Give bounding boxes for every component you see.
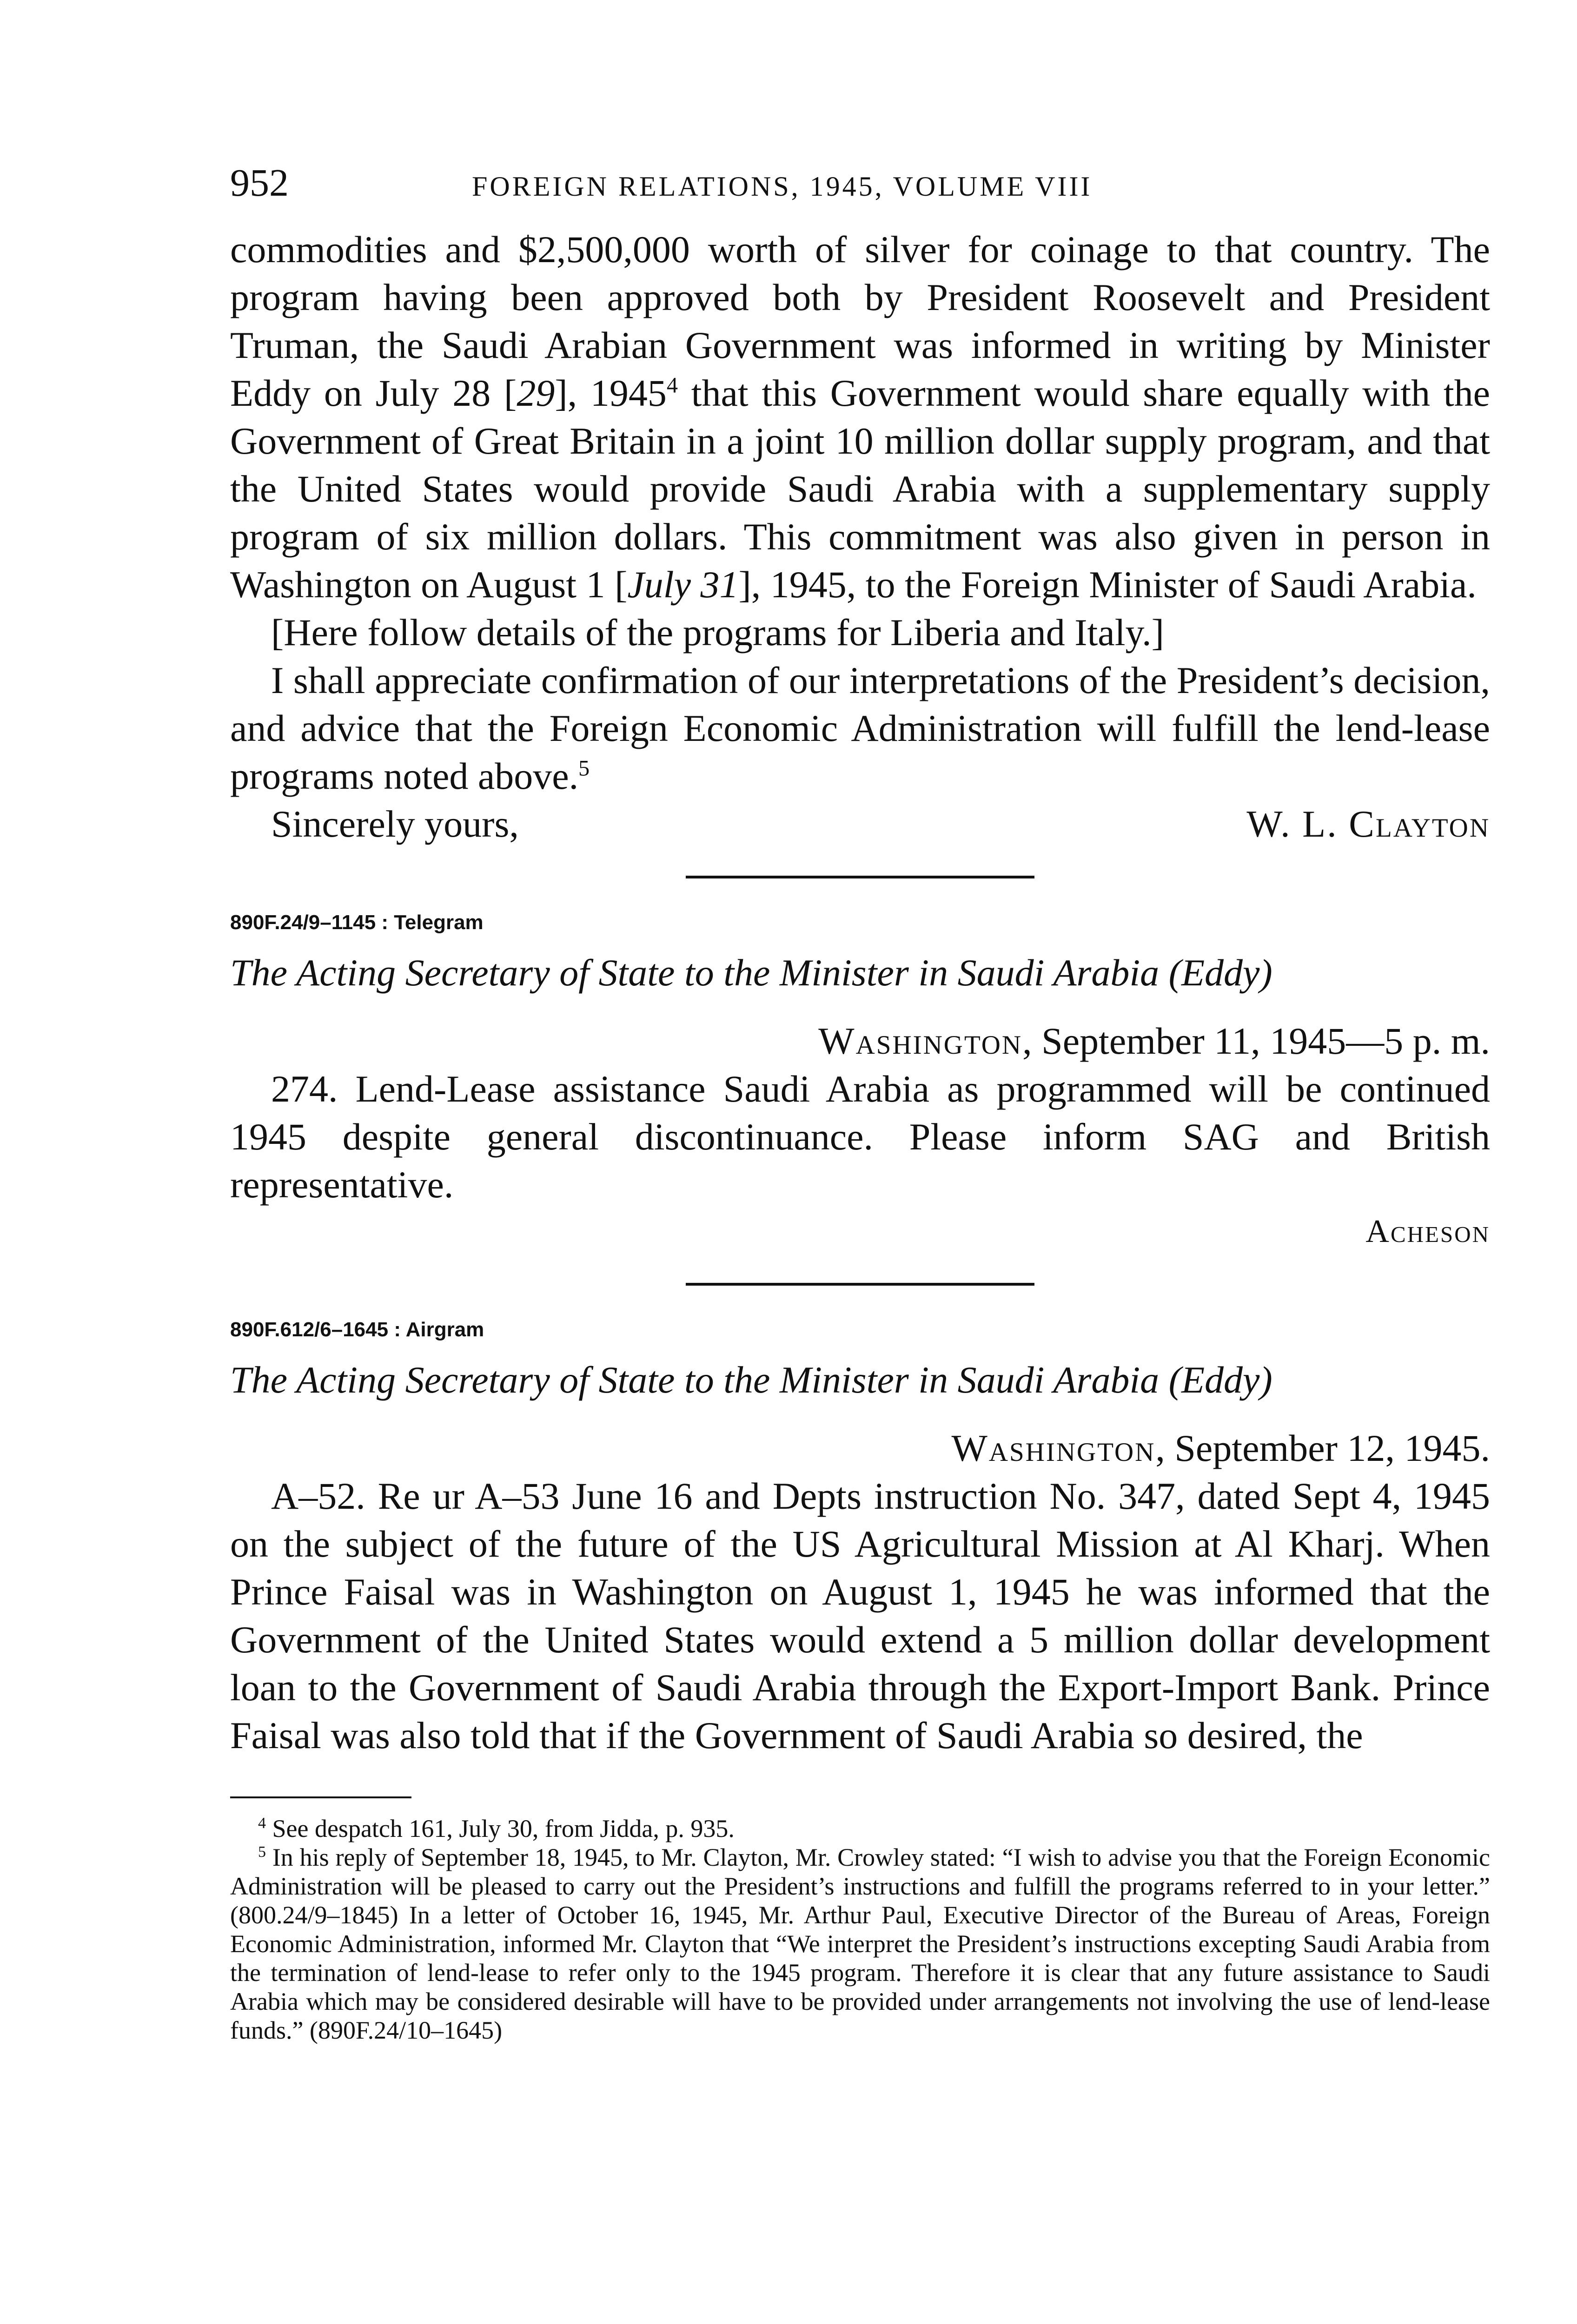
footnote-4-text: See despatch 161, July 30, from Jidda, p. 935. (266, 1815, 735, 1842)
footnote-5-mark: 5 (258, 1843, 266, 1861)
file-number: 890F.612/6–1645 : Airgram (230, 1318, 484, 1341)
letter-paragraph-3 (230, 656, 1490, 800)
footnote-ref-4[interactable]: 4 (666, 373, 678, 398)
closing: Sincerely yours, (271, 803, 519, 845)
footnote-ref-5[interactable]: 5 (578, 756, 590, 781)
dateline (230, 1017, 1490, 1065)
letter-p1-part-a: commodities and $2,500,000 worth of silver for coinage to that country. The program having been approved both by President Roosevelt and President Truman, the Saudi Arabian Government was informed in writing by Minister Eddy on July 28 [ (230, 228, 1490, 414)
running-title: FOREIGN RELATIONS, 1945, VOLUME VIII (472, 171, 1093, 202)
section-divider (686, 1283, 1034, 1286)
document-page (230, 160, 1490, 2045)
dateline-place: Washington (818, 1020, 1023, 1062)
letter-p1-part-b: ], 1945 (555, 372, 667, 414)
letter-paragraph-1 (230, 225, 1490, 608)
letter-p1-part-d: ], 1945, to the Foreign Minister of Saudi Arabia. (738, 563, 1477, 606)
editorial-note: [Here follow details of the programs for Liberia and Italy.] (271, 611, 1164, 654)
letter-signoff (230, 800, 1490, 848)
section-divider (686, 876, 1034, 878)
footnote-divider (230, 1796, 411, 1798)
signature-acheson: Acheson (1365, 1214, 1490, 1249)
running-header (230, 160, 1490, 207)
dateline-place: Washington (951, 1427, 1156, 1469)
letter-p3-text: I shall appreciate confirmation of our interpretations of the President’s decision, and advice that the Foreign Economic Administration will fulfill the lend-lease programs noted above. (230, 659, 1490, 797)
document-title: The Acting Secretary of State to the Minister in Saudi Arabia (Eddy) (230, 951, 1272, 994)
telegram-body: 274. Lend-Lease assistance Saudi Arabia as programmed will be continued 1945 despite general discontinuance. Please inform SAG and British representative. (230, 1068, 1490, 1206)
airgram-body: A–52. Re ur A–53 June 16 and Depts instruction No. 347, dated Sept 4, 1945 on the subject of the future of the US Agricultural Mission at Al Kharj. When Prince Faisal was in Washington on August 1, 1945 he was informed that the Government of the United States would extend a 5 million dollar development loan to the Government of Saudi Arabia through the Export-Import Bank. Prince Faisal was also told that if the Government of Saudi Arabia so desired, the (230, 1475, 1490, 1756)
letter-p1-editorial-date: 29 (517, 372, 555, 414)
dateline (230, 1424, 1490, 1472)
footnote-5-text: In his reply of September 18, 1945, to Mr. Clayton, Mr. Crowley stated: “I wish to advise you that the Foreign Economic Administration will be pleased to carry out the President’s instructions and fulfill the programs referred to in your letter.” (800.24/9–1845) In a letter of October 16, 1945, Mr. Arthur Paul, Executive Director of the Bureau of Areas, Foreign Economic Administration, informed Mr. Clayton that “We interpret the President’s instructions excepting Saudi Arabia from the termination of lend-lease to refer only to the 1945 program. Therefore it is clear that any future assistance to Saudi Arabia which may be considered desirable will have to be provided under arrangements not involving the use of lend-lease funds.” (890F.24/10–1645) (230, 1843, 1490, 2044)
footnote-4-mark: 4 (258, 1815, 266, 1832)
signature-clayton: W. L. Clayton (1246, 803, 1490, 845)
letter-p1-part-c: that this Government would share equally with the Government of Great Britain in a joint 10 million dollar supply program, and that the United States would provide Saudi Arabia with a supplementary supply program of six million dollars. This commitment was also given in person in Washington on August 1 [ (230, 372, 1491, 606)
footnote-4 (230, 1814, 1490, 1843)
footnote-5 (230, 1843, 1490, 2045)
dateline-date: , September 12, 1945. (1155, 1427, 1490, 1469)
letter-p1-editorial-date-2: July 31 (627, 563, 739, 606)
document-title: The Acting Secretary of State to the Minister in Saudi Arabia (Eddy) (230, 1359, 1272, 1401)
page-number: 952 (230, 161, 289, 205)
dateline-date: , September 11, 1945—5 p. m. (1022, 1020, 1490, 1062)
file-number: 890F.24/9–1145 : Telegram (230, 911, 484, 934)
